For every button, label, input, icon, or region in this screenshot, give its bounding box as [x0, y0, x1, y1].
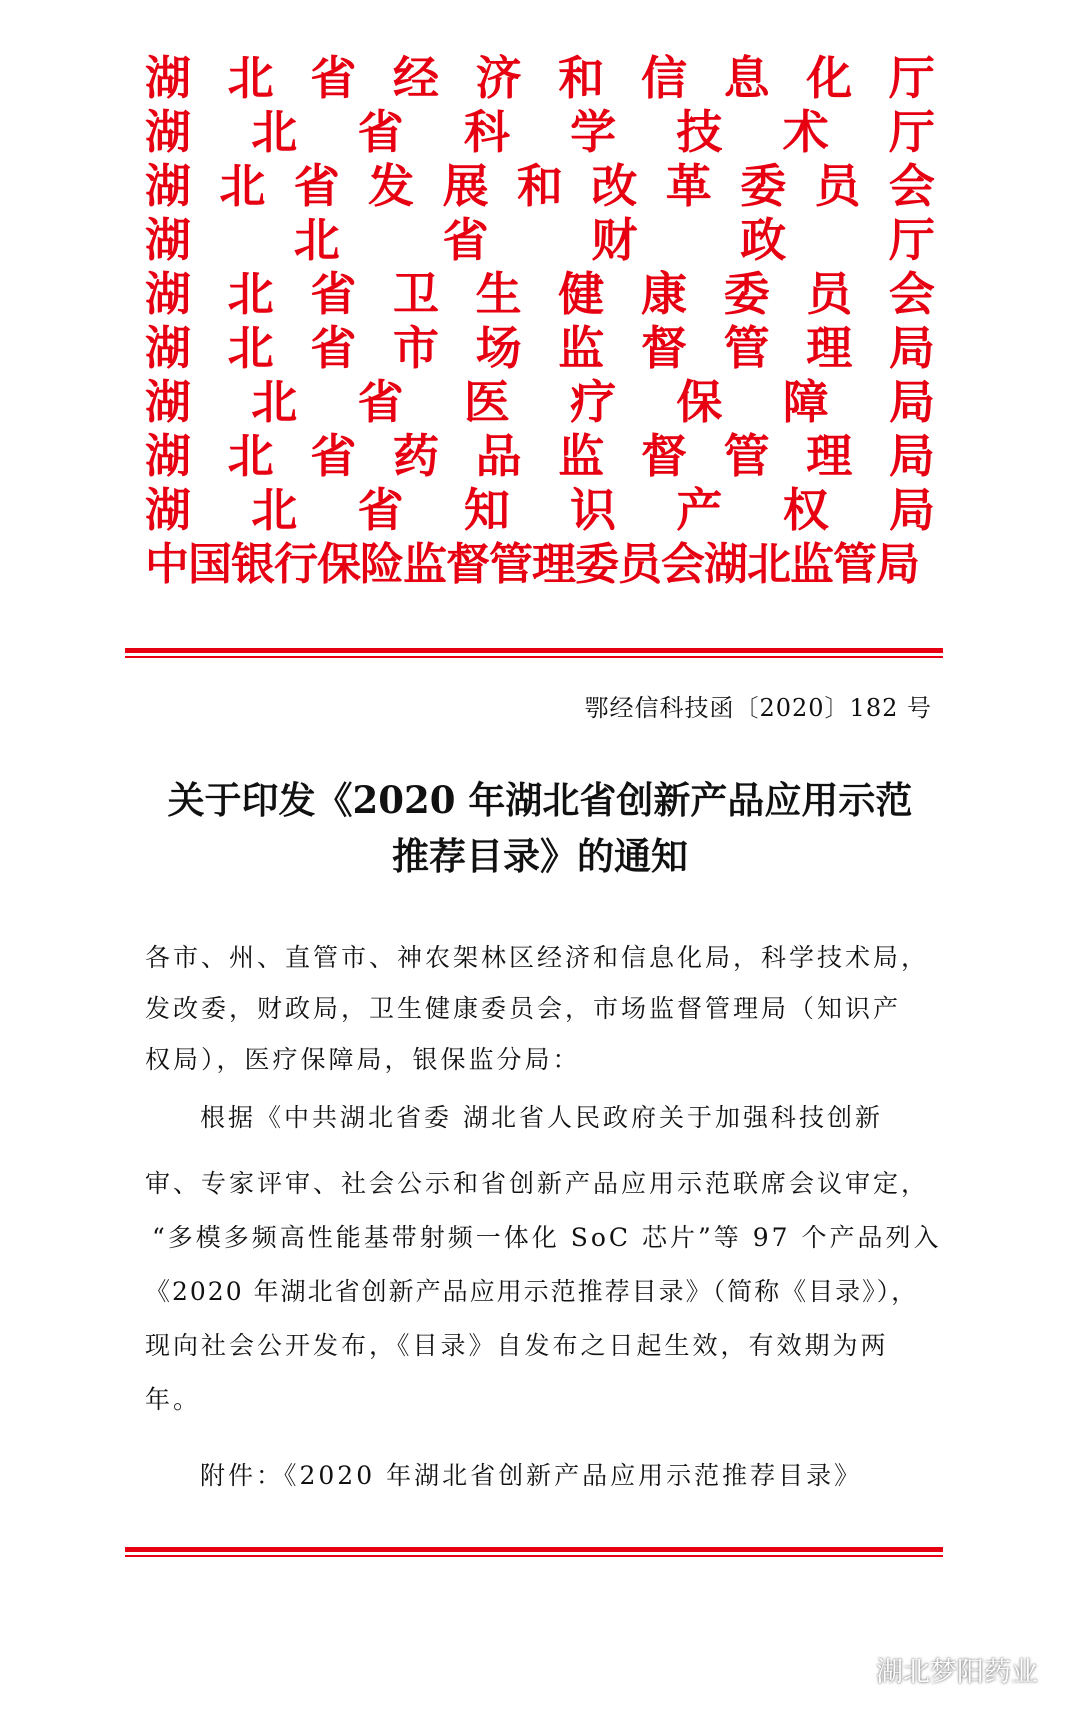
- red-divider-bottom: [125, 1547, 943, 1557]
- body-line: 年。: [145, 1385, 202, 1414]
- document-title-line2: 推荐目录》的通知: [392, 834, 688, 878]
- body-line: 审、专家评审、社会公示和省创新产品应用示范联席会议审定，: [145, 1169, 930, 1198]
- body-line: 《2020 年湖北省创新产品应用示范推荐目录》（简称《目录》），: [145, 1277, 919, 1306]
- letterhead-line: 湖 北 省 医 疗 保 障 局: [145, 375, 935, 429]
- recipients-line: 各市、州、直管市、神农架林区经济和信息化局，科学技术局，: [145, 943, 930, 972]
- recipients-line: 发改委，财政局，卫生健康委员会，市场监督管理局（知识产: [145, 994, 902, 1023]
- red-divider-top: [125, 648, 943, 658]
- letterhead-line: 湖 北 省 发 展 和 改 革 委 员 会: [145, 159, 935, 213]
- letterhead-line: 湖 北 省 卫 生 健 康 委 员 会: [145, 267, 935, 321]
- letterhead-line: 中国银行保险监督管理委员会湖北监管局: [145, 539, 919, 590]
- body-line: “多模多频高性能基带射频一体化 SoC 芯片”等 97 个产品列入: [152, 1223, 942, 1252]
- document-number: 鄂经信科技函〔2020〕182 号: [584, 694, 932, 722]
- document-title-line1: 关于印发《2020 年湖北省创新产品应用示范: [167, 778, 913, 822]
- wechat-icon: [828, 1655, 868, 1685]
- body-line: 现向社会公开发布，《目录》自发布之日起生效，有效期为两: [145, 1331, 889, 1360]
- letterhead-line: 湖 北 省 财 政 厅: [145, 213, 935, 267]
- letterhead-line: 湖 北 省 科 学 技 术 厅: [145, 105, 935, 159]
- letterhead-line: 湖 北 省 市 场 监 督 管 理 局: [145, 321, 935, 375]
- attachment-line: 附件：《2020 年湖北省创新产品应用示范推荐目录》: [200, 1461, 863, 1490]
- body-line: 根据《中共湖北省委 湖北省人民政府关于加强科技创新: [200, 1103, 883, 1132]
- letterhead-line: 湖 北 省 知 识 产 权 局: [145, 483, 935, 537]
- watermark: [828, 1650, 1038, 1689]
- letterhead-line: 湖 北 省 药 品 监 督 管 理 局: [145, 429, 935, 483]
- letterhead-line: 湖 北 省 经 济 和 信 息 化 厅: [145, 51, 935, 105]
- watermark-text: 湖北梦阳药业: [876, 1657, 1038, 1688]
- recipients-line: 权局），医疗保障局，银保监分局：: [145, 1045, 581, 1074]
